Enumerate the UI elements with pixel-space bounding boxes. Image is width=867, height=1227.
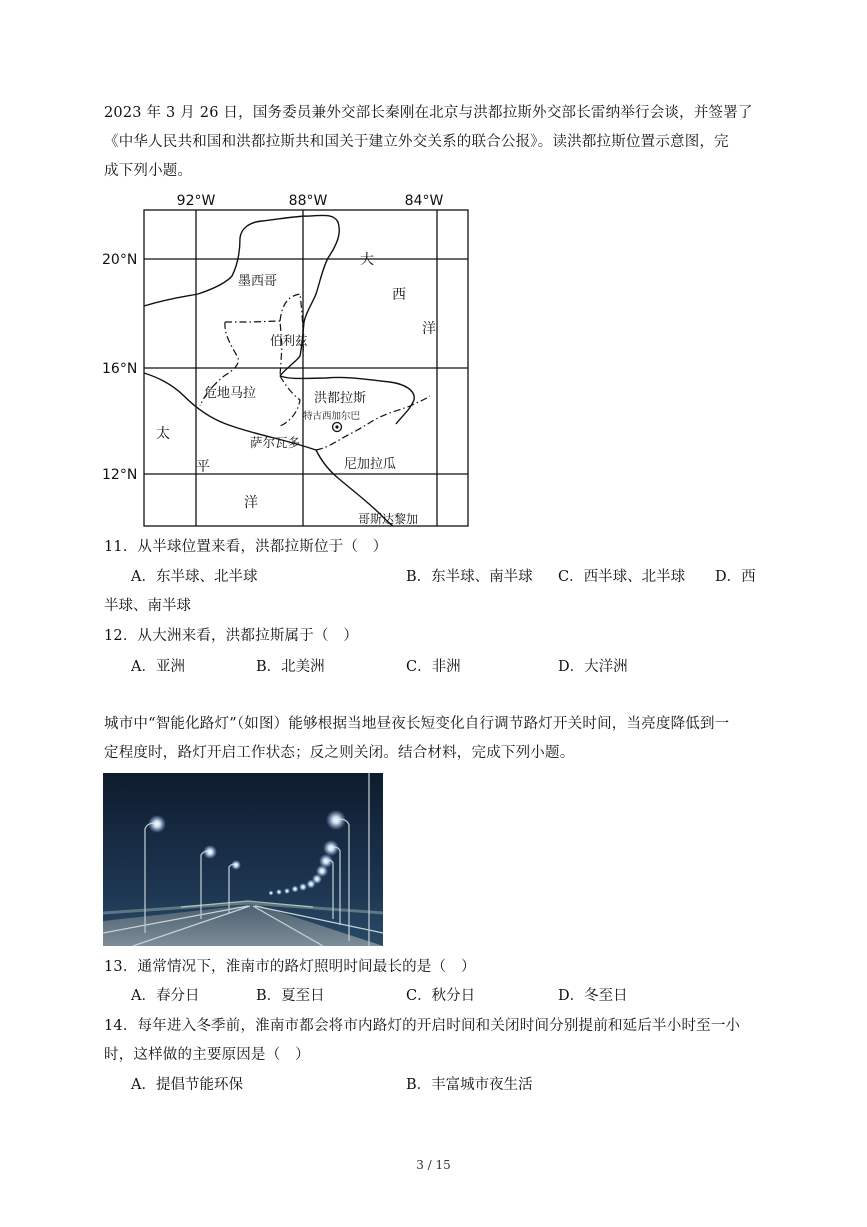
label-atlantic-2: 西 bbox=[392, 287, 406, 303]
q14-stem-line2: 时，这样做的主要原因是（ ） bbox=[104, 1047, 310, 1063]
lon-label-84w: 84°W bbox=[404, 193, 444, 209]
q11-option-c: C．西半球、北半球 bbox=[558, 569, 686, 585]
label-honduras: 洪都拉斯 bbox=[314, 391, 367, 406]
q12-option-d: D．大洋洲 bbox=[558, 659, 628, 675]
q12-option-b: B．北美洲 bbox=[256, 659, 325, 675]
q13-option-c: C．秋分日 bbox=[406, 988, 476, 1004]
q11-option-b: B．东半球、南半球 bbox=[406, 569, 533, 585]
q11-stem: 11．从半球位置来看，洪都拉斯位于（ ） bbox=[104, 539, 388, 555]
label-atlantic-1: 大 bbox=[360, 252, 374, 268]
q14-stem-line1: 14．每年进入冬季前，淮南市都会将市内路灯的开启时间和关闭时间分别提前和延后半小时至一小 bbox=[104, 1018, 741, 1034]
q11-option-d: D．西 bbox=[715, 569, 756, 585]
q11-option-a: A．东半球、北半球 bbox=[131, 569, 258, 585]
intro1-line3: 成下列小题。 bbox=[104, 163, 193, 179]
q12-stem: 12．从大洲来看，洪都拉斯属于（ ） bbox=[104, 628, 359, 644]
q13-option-a: A．春分日 bbox=[131, 988, 200, 1004]
label-costarica: 哥斯达黎加 bbox=[358, 512, 419, 526]
belize-border bbox=[280, 294, 303, 358]
q12-option-c: C．非洲 bbox=[406, 659, 461, 675]
q14-option-b: B．丰富城市夜生活 bbox=[406, 1077, 533, 1093]
label-salvador: 萨尔瓦多 bbox=[250, 435, 301, 450]
label-atlantic-3: 洋 bbox=[422, 321, 436, 337]
intro1-line2: 《中华人民共和国和洪都拉斯共和国关于建立外交关系的联合公报》。读洪都拉斯位置示意图，完 bbox=[104, 134, 729, 150]
lon-label-88w: 88°W bbox=[288, 193, 328, 209]
label-mexico: 墨西哥 bbox=[238, 274, 278, 289]
intro1-line1: 2023 年 3 月 26 日，国务委员兼外交部长秦刚在北京与洪都拉斯外交部长雷纳举行会谈，并签署了 bbox=[104, 105, 753, 121]
label-guatemala: 危地马拉 bbox=[204, 386, 257, 401]
label-pacific-3: 洋 bbox=[244, 495, 258, 511]
lat-label-20n: 20°N bbox=[102, 252, 138, 268]
q13-stem: 13．通常情况下，淮南市的路灯照明时间最长的是（ ） bbox=[104, 959, 476, 975]
label-nicaragua: 尼加拉瓜 bbox=[344, 457, 397, 472]
q13-option-d: D．冬至日 bbox=[558, 988, 628, 1004]
page-number: 3 / 15 bbox=[416, 1158, 451, 1172]
label-capital: 特古西加尔巴 bbox=[303, 411, 361, 422]
intro2-line2: 定程度时，路灯开启工作状态；反之则关闭。结合材料，完成下列小题。 bbox=[104, 745, 575, 761]
q11-option-d-continued: 半球、南半球 bbox=[104, 598, 191, 614]
q13-option-b: B．夏至日 bbox=[256, 988, 325, 1004]
lat-label-12n: 12°N bbox=[102, 467, 138, 483]
q14-option-a: A．提倡节能环保 bbox=[131, 1077, 243, 1093]
intro2-line1: 城市中“智能化路灯”（如图）能够根据当地昼夜长短变化自行调节路灯开关时间，当亮度降低到一 bbox=[104, 716, 730, 732]
capital-marker bbox=[333, 423, 342, 432]
guatemala-honduras-border bbox=[280, 376, 300, 426]
label-belize: 伯利兹 bbox=[270, 333, 308, 348]
yucatan-coast bbox=[144, 215, 339, 376]
lat-label-16n: 16°N bbox=[102, 361, 138, 377]
label-pacific-2: 平 bbox=[196, 459, 210, 475]
honduras-location-map bbox=[100, 186, 480, 531]
q12-option-a: A．亚洲 bbox=[131, 659, 185, 675]
label-pacific-1: 太 bbox=[156, 426, 170, 442]
street-light-photo bbox=[103, 773, 383, 946]
lon-label-92w: 92°W bbox=[176, 193, 216, 209]
